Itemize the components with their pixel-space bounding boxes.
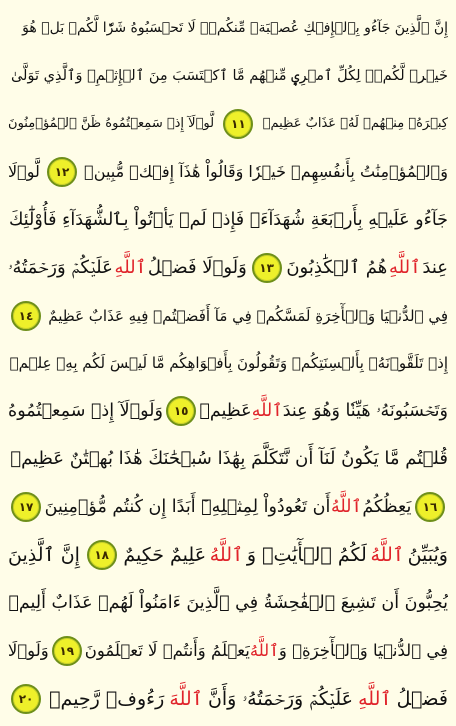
verse-number-marker: ١٩ (52, 636, 82, 666)
verse-text: هُمُ ٱلۡكَٰذِبُونَ (286, 256, 388, 278)
text-line (8, 581, 448, 626)
verse-text: وَلَوۡلَا فَضۡلُ (147, 256, 247, 278)
verse-number-marker: ١٦ (415, 492, 445, 522)
text-line (8, 198, 448, 243)
verse-text: وَتَحۡسَبُونَهُۥ هَيِّنٗا وَهُوَ عِندَ (282, 401, 448, 422)
verse-text: كِبۡرَهُۥ مِنۡهُمۡ لَهُۥ عَذَابٌ عَظِيمٞ (262, 115, 448, 131)
verse-text: وَٱلۡمُؤۡمِنَٰتُ بِأَنفُسِهِمۡ خَيۡرٗا وَقَالُواْ هَٰذَآ إِفۡكٞ مُّبِينٞ (84, 161, 448, 181)
verse-text: لَّوۡلَآ إِذۡ سَمِعۡتُمُوهُ ظَنَّ ٱلۡمُؤۡمِنُونَ (8, 115, 215, 131)
verse-text: إِذۡ تَلَقَّوۡنَهُۥ بِأَلۡسِنَتِكُمۡ وَتَقُولُونَ بِأَفۡوَاهِكُم مَّا لَيۡسَ لَكُم بِهِۦ عِلۡمٞ (9, 354, 448, 373)
verse-text: فِي ٱلدُّنۡيَا وَٱلۡأٓخِرَةِ لَمَسَّكُمۡ فِي مَآ أَفَضۡتُمۡ فِيهِ عَذَابٌ عَظِيمٌ (48, 306, 448, 325)
text-line (8, 54, 448, 99)
verse-text: عَلِيمٌ حَكِيمٌ (123, 544, 207, 567)
verse-text: لَّوۡلَا (8, 161, 40, 181)
text-line (8, 533, 448, 578)
divine-name-text: ٱللَّهِ (389, 256, 421, 278)
verse-text: رَءُوفٞ رَّحِيمٞ (49, 687, 165, 710)
verse-number-marker: ١١ (223, 109, 253, 139)
verse-text: وَيُبَيِّنُ (407, 544, 448, 567)
divine-name-text: ٱللَّهُ (249, 640, 279, 660)
verse-text: عَلَيۡكُمۡ وَرَحۡمَتُهُۥ وَأَنَّ (207, 687, 353, 710)
verse-text: إِنَّ ٱلَّذِينَ (8, 544, 80, 567)
text-line (8, 677, 448, 722)
verse-text: عَلَيۡكُمۡ وَرَحۡمَتُهُۥ (8, 256, 113, 278)
text-line (8, 246, 448, 291)
verse-text: لَكُمُ ٱلۡأٓيَٰتِۚ وَ (246, 544, 367, 567)
verse-text: وَلَوۡلَا (8, 640, 49, 660)
text-line (8, 389, 448, 434)
divine-name-text: ٱللَّهِ (251, 401, 283, 422)
verse-text: وَلَوۡلَآ إِذۡ سَمِعۡتُمُوهُ (8, 401, 163, 422)
verse-number-marker: ١٤ (11, 301, 41, 331)
text-line (8, 150, 448, 195)
verse-text: خَيۡرٞ لَّكُمۡۚ لِكُلِّ ٱمۡرِيٕٖ مِّنۡهُم مَّا ٱكۡتَسَبَ مِنَ ٱلۡإِثۡمِۚ وَٱلَّذِي تَوَلَّىٰ (10, 67, 448, 84)
divine-name-text: ٱللَّهُ (330, 497, 362, 518)
divine-name-text: ٱللَّهُ (209, 544, 244, 567)
verse-number-marker: ١٣ (252, 253, 282, 283)
text-line (8, 341, 448, 386)
verse-text: يُحِبُّونَ أَن تَشِيعَ ٱلۡفَٰحِشَةُ فِي ٱلَّذِينَ ءَامَنُواْ لَهُمۡ عَذَابٌ أَلِيمٞ (8, 593, 448, 614)
text-line (8, 294, 448, 339)
text-line (8, 629, 448, 674)
text-line (8, 485, 448, 530)
verse-text: إِنَّ ٱلَّذِينَ جَآءُو بِٱلۡإِفۡكِ عُصۡبَةٞ مِّنكُمۡۚ لَا تَحۡسَبُوهُ شَرّٗا لَّكُمۖ بَلۡ هُوَ (22, 20, 448, 36)
verse-text: فَضۡلُ (396, 687, 448, 710)
verse-text: جَآءُو عَلَيۡهِ بِأَرۡبَعَةِ شُهَدَآءَۚ فَإِذۡ لَمۡ يَأۡتُواْ بِٱلشُّهَدَآءِ فَأُوْلَٰٓئِكَ (9, 209, 448, 230)
divine-name-text: ٱللَّهِ (114, 256, 147, 278)
text-line (8, 6, 448, 51)
verse-number-marker: ١٢ (47, 157, 77, 187)
verse-text: يَعۡلَمُ وَأَنتُمۡ لَا تَعۡلَمُونَ (84, 640, 250, 660)
verse-text: قُلۡتُم مَّا يَكُونُ لَنَآ أَن نَّتَكَلَّمَ بِهَٰذَا سُبۡحَٰنَكَ هَٰذَا بُهۡتَٰنٌ عَظِيمٞ (10, 448, 448, 470)
divine-name-text: ٱللَّهِ (358, 687, 392, 710)
verse-text: عِندَ (422, 256, 448, 278)
verse-number-marker: ١٨ (87, 540, 117, 570)
verse-number-marker: ١٥ (166, 396, 196, 426)
verse-text: أَن تَعُودُواْ لِمِثۡلِهِۦٓ أَبَدًا إِن كُنتُم مُّؤۡمِنِينَ (44, 497, 331, 518)
verse-number-marker: ٢٠ (11, 684, 41, 714)
divine-name-text: ٱللَّهُ (370, 544, 404, 567)
verse-text: عَظِيمٞ (199, 401, 252, 422)
text-line (8, 102, 448, 147)
verse-text: فِي ٱلدُّنۡيَا وَٱلۡأٓخِرَةِۚ وَ (278, 640, 448, 660)
divine-name-text: ٱللَّهَ (169, 687, 203, 710)
text-line (8, 437, 448, 482)
verse-number-marker: ١٧ (11, 492, 41, 522)
verse-text: يَعِظُكُمُ (362, 497, 412, 518)
